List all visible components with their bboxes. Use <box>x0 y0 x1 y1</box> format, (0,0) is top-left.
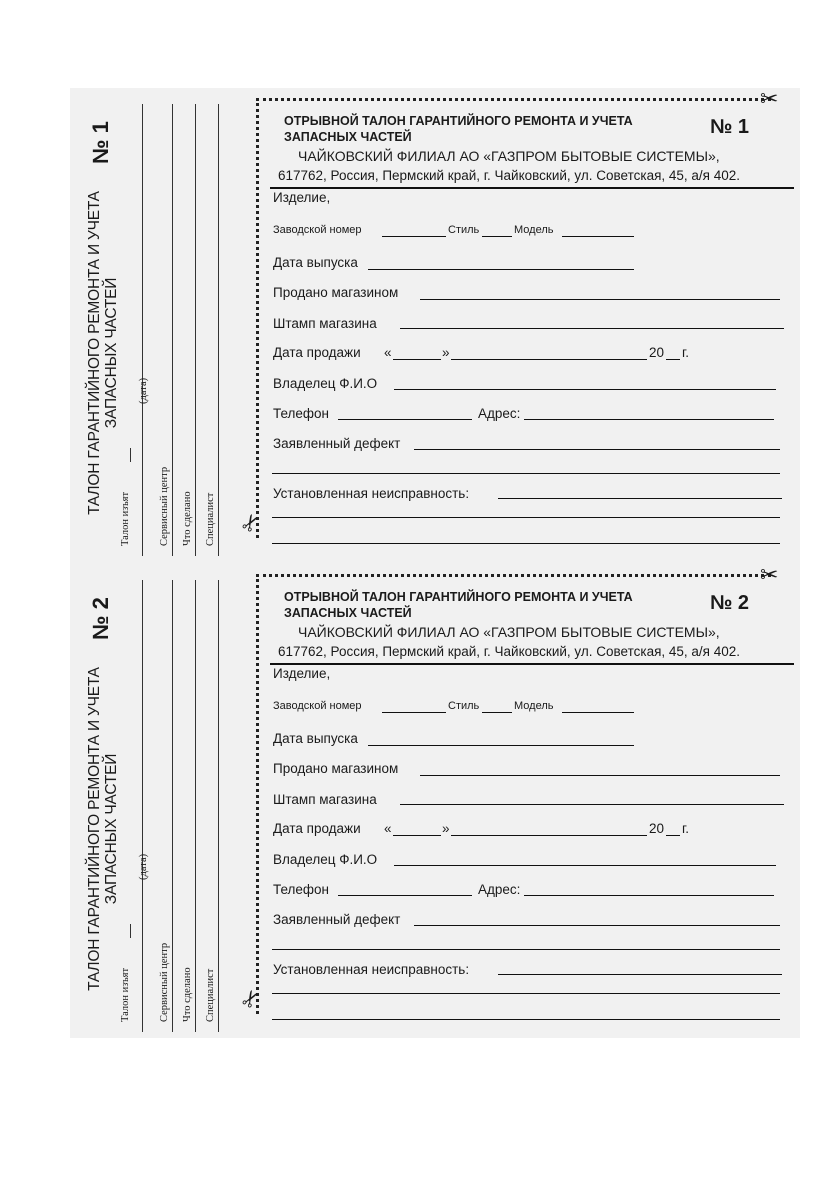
address-label: Адрес: <box>478 882 521 897</box>
coupon-header: ОТРЫВНОЙ ТАЛОН ГАРАНТИЙНОГО РЕМОНТА И УЧЕТА ЗАПАСНЫХ ЧАСТЕЙ <box>284 114 633 144</box>
scissors-icon: ✂ <box>760 562 779 587</box>
serial-field[interactable] <box>382 712 446 713</box>
quote-open: « <box>384 821 392 836</box>
stub-line-service <box>172 580 173 1032</box>
phone-field[interactable] <box>338 895 472 896</box>
stub-label-done: Что сделано <box>182 491 193 546</box>
product-label: Изделие, <box>273 190 331 205</box>
stub-label-taken: Талон изъят <box>120 967 131 1022</box>
organization-name: ЧАЙКОВСКИЙ ФИЛИАЛ АО «ГАЗПРОМ БЫТОВЫЕ СИСТЕМЫ», <box>298 148 720 164</box>
sale-month-field[interactable] <box>451 359 647 360</box>
release-date-field[interactable] <box>368 745 634 746</box>
owner-address-field[interactable] <box>524 895 774 896</box>
sale-day-field[interactable] <box>393 359 441 360</box>
organization-name: ЧАЙКОВСКИЙ ФИЛИАЛ АО «ГАЗПРОМ БЫТОВЫЕ СИСТЕМЫ», <box>298 624 720 640</box>
stub-label-done: Что сделано <box>182 967 193 1022</box>
stub-label-specialist: Специалист <box>205 968 216 1022</box>
owner-field[interactable] <box>394 865 776 866</box>
stub-label-specialist: Специалист <box>205 492 216 546</box>
declared-defect-field[interactable] <box>414 925 780 926</box>
fault-field-line3[interactable] <box>272 1019 780 1020</box>
stub-title: ТАЛОН ГАРАНТИЙНОГО РЕМОНТА И УЧЕТА ЗАПАСНЫХ ЧАСТЕЙ <box>86 667 120 991</box>
organization-address: 617762, Россия, Пермский край, г. Чайковский, ул. Советская, 45, а/я 402. <box>278 644 741 659</box>
scissors-icon: ✂ <box>760 86 779 111</box>
sale-year-field[interactable] <box>666 835 680 836</box>
sold-by-field[interactable] <box>420 299 780 300</box>
style-label: Стиль <box>448 700 480 712</box>
declared-defect-field[interactable] <box>414 449 780 450</box>
fault-label: Установленная неисправность: <box>273 962 470 977</box>
stamp-field[interactable] <box>400 804 784 805</box>
declared-defect-field-line2[interactable] <box>272 473 780 474</box>
sale-day-field[interactable] <box>393 835 441 836</box>
release-date-label: Дата выпуска <box>273 731 358 746</box>
coupon-header: ОТРЫВНОЙ ТАЛОН ГАРАНТИЙНОГО РЕМОНТА И УЧЕТА ЗАПАСНЫХ ЧАСТЕЙ <box>284 590 633 620</box>
coupon-number: № 1 <box>710 116 749 138</box>
declared-defect-label: Заявленный дефект <box>273 912 401 927</box>
fault-field-line3[interactable] <box>272 543 780 544</box>
sold-by-label: Продано магазином <box>273 285 399 300</box>
stamp-label: Штамп магазина <box>273 792 377 807</box>
release-date-field[interactable] <box>368 269 634 270</box>
sale-date-label: Дата продажи <box>273 821 361 836</box>
model-label: Модель <box>514 700 554 712</box>
owner-label: Владелец Ф.И.О <box>273 852 378 867</box>
stub-line-taken <box>142 104 143 556</box>
phone-label: Телефон <box>273 882 330 897</box>
stub-line-specialist <box>218 104 219 556</box>
stub-label-date: (дата) <box>138 853 149 880</box>
header-rule <box>270 663 794 665</box>
stub-label-taken: Талон изъят <box>120 491 131 546</box>
coupon-number: № 2 <box>710 592 749 614</box>
year-suffix: г. <box>682 345 690 360</box>
stub-label-date: (дата) <box>138 377 149 404</box>
sale-year-field[interactable] <box>666 359 680 360</box>
serial-label: Заводской номер <box>273 224 362 236</box>
stub-title: ТАЛОН ГАРАНТИЙНОГО РЕМОНТА И УЧЕТА ЗАПАСНЫХ ЧАСТЕЙ <box>86 191 120 515</box>
cut-line-left <box>256 574 259 1014</box>
model-label: Модель <box>514 224 554 236</box>
warranty-coupon-1 <box>70 88 800 556</box>
warranty-sheet <box>70 88 800 1038</box>
scissors-icon: ✂ <box>235 984 267 1013</box>
phone-label: Телефон <box>273 406 330 421</box>
owner-field[interactable] <box>394 389 776 390</box>
declared-defect-field-line2[interactable] <box>272 949 780 950</box>
stamp-label: Штамп магазина <box>273 316 377 331</box>
owner-label: Владелец Ф.И.О <box>273 376 378 391</box>
fault-field-line2[interactable] <box>272 517 780 518</box>
declared-defect-label: Заявленный дефект <box>273 436 401 451</box>
owner-address-field[interactable] <box>524 419 774 420</box>
stub-line-done <box>195 580 196 1032</box>
model-field[interactable] <box>562 712 634 713</box>
stub-line-taken <box>142 580 143 1032</box>
fault-field-line2[interactable] <box>272 993 780 994</box>
fault-field[interactable] <box>498 498 782 499</box>
quote-close: » <box>442 345 450 360</box>
cut-line-left <box>256 98 259 538</box>
year-prefix: 20 <box>649 821 665 836</box>
quote-close: » <box>442 821 450 836</box>
year-prefix: 20 <box>649 345 665 360</box>
model-field[interactable] <box>562 236 634 237</box>
release-date-label: Дата выпуска <box>273 255 358 270</box>
quote-open: « <box>384 345 392 360</box>
stub-line-done <box>195 104 196 556</box>
serial-field[interactable] <box>382 236 446 237</box>
header-rule <box>270 187 794 189</box>
year-suffix: г. <box>682 821 690 836</box>
fault-field[interactable] <box>498 974 782 975</box>
organization-address: 617762, Россия, Пермский край, г. Чайковский, ул. Советская, 45, а/я 402. <box>278 168 741 183</box>
warranty-coupon-2 <box>70 564 800 1032</box>
stub-separator <box>130 448 131 462</box>
stamp-field[interactable] <box>400 328 784 329</box>
product-label: Изделие, <box>273 666 331 681</box>
scissors-icon: ✂ <box>235 508 267 537</box>
sale-date-label: Дата продажи <box>273 345 361 360</box>
style-field[interactable] <box>482 236 512 237</box>
sold-by-label: Продано магазином <box>273 761 399 776</box>
stub-number: № 2 <box>88 597 113 640</box>
style-label: Стиль <box>448 224 480 236</box>
fault-label: Установленная неисправность: <box>273 486 470 501</box>
stub-label-service: Сервисный центр <box>159 466 170 546</box>
style-field[interactable] <box>482 712 512 713</box>
serial-label: Заводской номер <box>273 700 362 712</box>
stub-separator <box>130 924 131 938</box>
sold-by-field[interactable] <box>420 775 780 776</box>
sale-month-field[interactable] <box>451 835 647 836</box>
stub-line-service <box>172 104 173 556</box>
phone-field[interactable] <box>338 419 472 420</box>
stub-line-specialist <box>218 580 219 1032</box>
cut-line-top <box>256 574 771 577</box>
address-label: Адрес: <box>478 406 521 421</box>
cut-line-top <box>256 98 771 101</box>
stub-number: № 1 <box>88 121 113 164</box>
stub-label-service: Сервисный центр <box>159 942 170 1022</box>
